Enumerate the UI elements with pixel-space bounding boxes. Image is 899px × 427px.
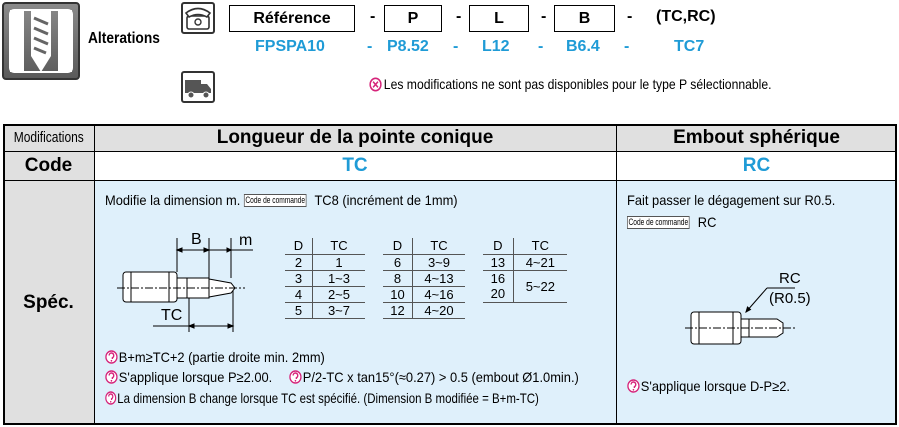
rc-code-cell xyxy=(616,151,897,180)
info-icon xyxy=(105,350,118,364)
example-p: P8.52 xyxy=(387,38,429,55)
tc-description: Modifie la dimension m. Code de commande TC8 (incrément de 1mm) xyxy=(105,192,458,208)
rc-order-code: Code de commande RC xyxy=(628,214,717,230)
tc-note-1: B+m≥TC+2 (partie droite min. 2mm) xyxy=(105,349,325,365)
example-separator: - xyxy=(624,38,630,55)
info-icon xyxy=(627,379,640,393)
code-cell xyxy=(3,151,94,180)
alterations-table xyxy=(3,124,897,425)
example-reference: FPSPA10 xyxy=(255,38,325,55)
p-field-box: P xyxy=(384,5,442,32)
modifications-label: Modifications xyxy=(13,129,84,146)
cross-circle-icon xyxy=(369,77,382,92)
order-code-tag: Code de commande xyxy=(245,195,306,205)
field-separator: - xyxy=(456,8,462,25)
example-separator: - xyxy=(453,38,459,55)
r05-label: (R0.5) xyxy=(769,290,811,307)
drill-bit-icon xyxy=(2,2,80,80)
reference-field-box: Référence xyxy=(229,5,355,32)
rc-label: RC xyxy=(779,270,801,287)
rc-code-value: RC xyxy=(742,154,771,176)
field-separator: - xyxy=(370,8,376,25)
example-separator: - xyxy=(538,38,544,55)
alteration-codes: (TC,RC) xyxy=(656,8,716,25)
dim-tc-label: TC xyxy=(161,307,183,324)
order-code-tag: Code de commande xyxy=(628,217,689,227)
tc-code-cell xyxy=(94,151,616,180)
example-alteration: TC7 xyxy=(674,38,705,55)
example-l: L12 xyxy=(482,38,510,55)
tc-title-cell xyxy=(94,124,616,151)
d-tc-table-3: D TC 13 4~21 16 5~22 20 xyxy=(483,238,567,303)
rc-title-cell xyxy=(616,124,897,151)
delivery-truck-icon xyxy=(181,71,215,103)
example-b: B6.4 xyxy=(566,38,600,55)
dim-m-label: m xyxy=(239,232,253,249)
info-icon xyxy=(289,370,302,384)
d-tc-table-2: D TC 6 3~9 8 4~13 10 4~16 12 4~20 xyxy=(383,238,465,319)
field-separator: - xyxy=(627,8,633,25)
spec-label: Spéc. xyxy=(23,291,74,313)
alterations-label: Alterations xyxy=(88,30,160,47)
tc-pin-diagram xyxy=(113,228,263,338)
spec-label-cell xyxy=(3,180,94,425)
b-field-box: B xyxy=(554,5,615,32)
info-icon xyxy=(105,391,116,405)
tc-code-value: TC xyxy=(342,154,368,176)
field-separator: - xyxy=(541,8,547,25)
code-label: Code xyxy=(24,154,73,176)
tc-note-4: La dimension B change lorsque TC est spécifié. (Dimension B modifiée = B+m-TC) xyxy=(105,390,539,406)
dim-b-label: B xyxy=(191,231,202,248)
l-field-box: L xyxy=(469,5,529,32)
tc-note-3: P/2-TC x tan15°(≈0.27) > 0.5 (embout Ø1.0min.) xyxy=(289,369,579,385)
rc-pin-diagram xyxy=(683,270,813,350)
modifications-cell xyxy=(3,124,94,151)
rc-description: Fait passer le dégagement sur R0.5. xyxy=(627,192,836,208)
d-tc-table-1: D TC 2 1 3 1~3 4 2~5 5 3~7 xyxy=(285,238,365,319)
tc-column-title: Longueur de la pointe conique xyxy=(216,126,494,148)
info-icon xyxy=(105,370,118,384)
example-separator: - xyxy=(367,38,373,55)
rc-column-title: Embout sphérique xyxy=(673,126,840,148)
rc-note: S'applique lorsque D-P≥2. xyxy=(627,378,790,394)
phone-order-icon xyxy=(181,2,215,34)
tc-note-2: S'applique lorsque P≥2.00. xyxy=(105,369,272,385)
not-available-notice: Les modifications ne sont pas disponibles pour le type P sélectionnable. xyxy=(369,76,772,92)
